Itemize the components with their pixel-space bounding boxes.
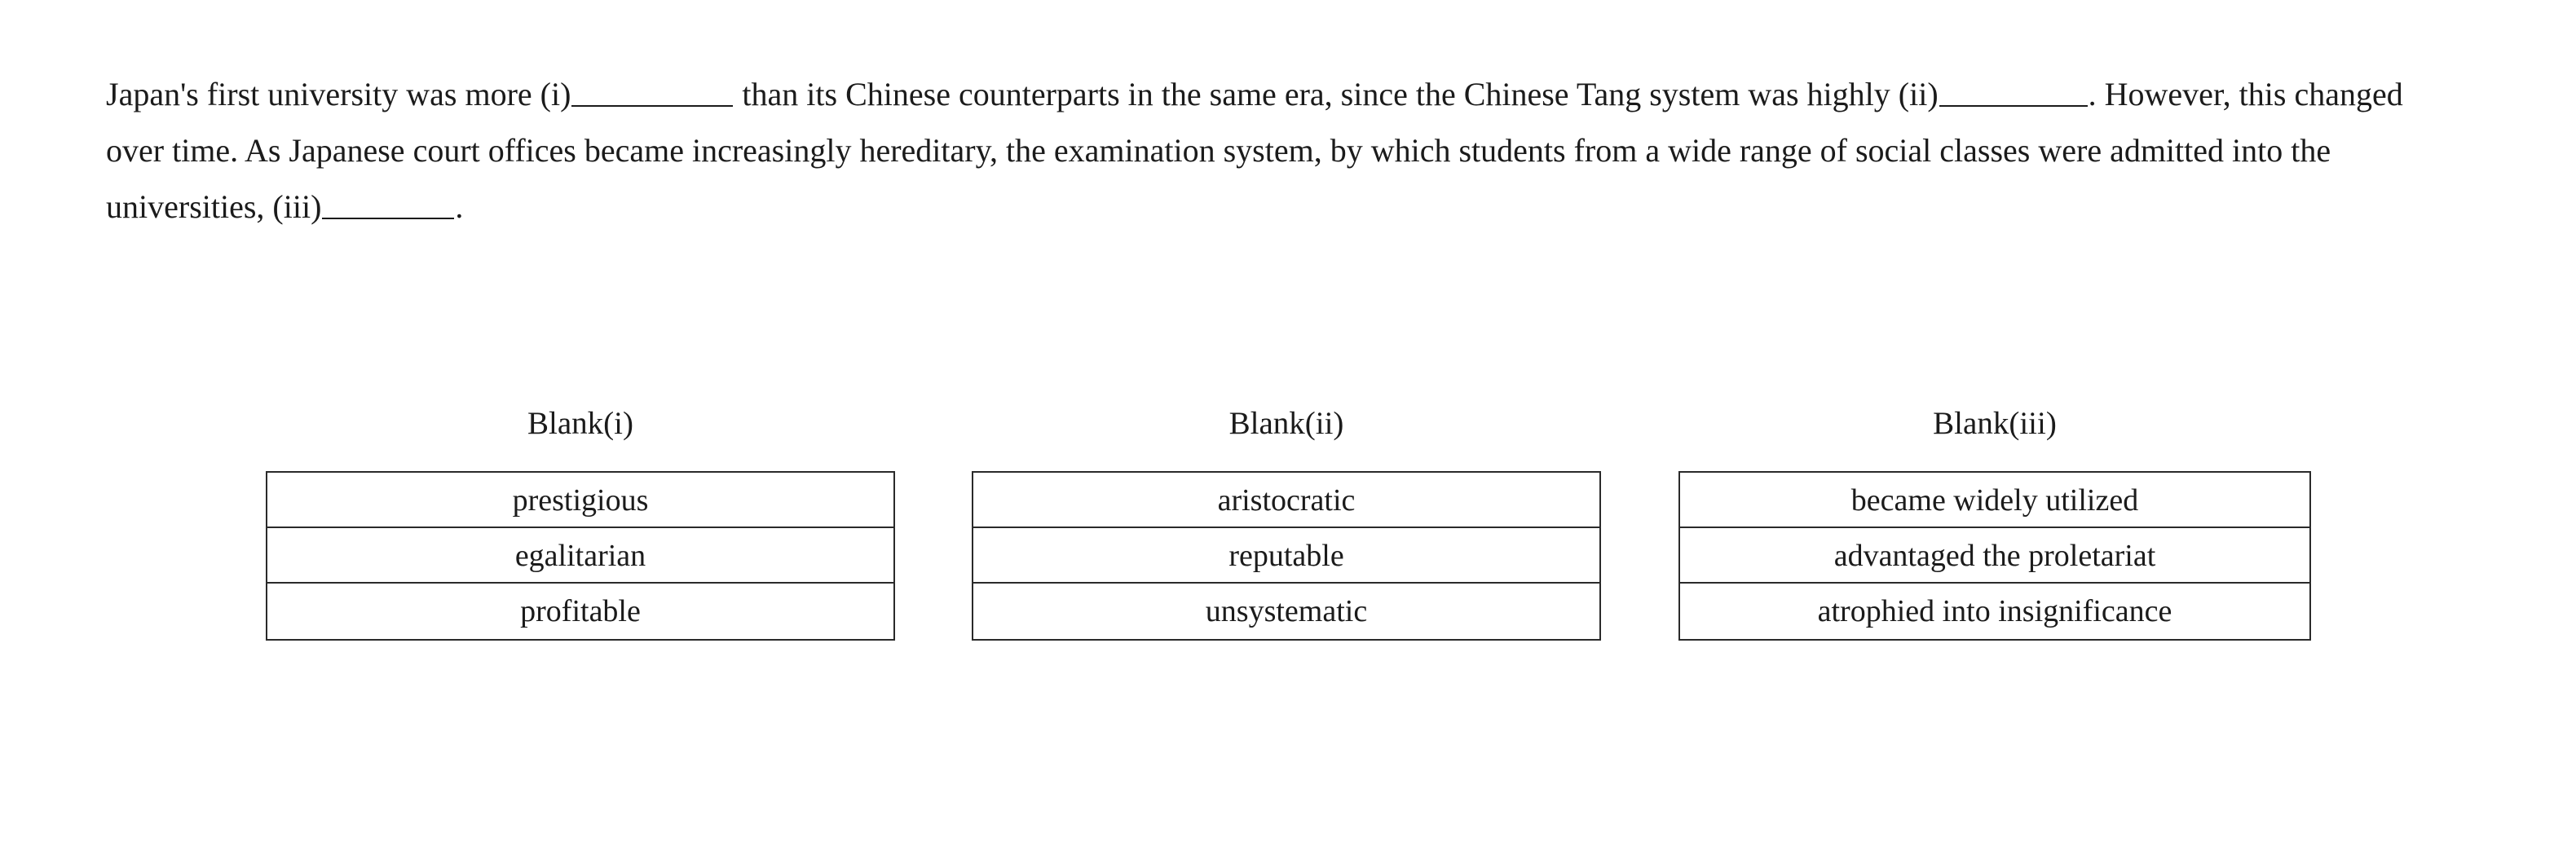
passage-segment-3: . However, this changed over time. As Japanese court offices became increasingly hereditary, the examination system, by which students from a wide range of social classes were admitted into the universities, (iii)	[106, 76, 2403, 225]
column-heading-blank-ii: Blank(ii)	[1228, 406, 1344, 441]
option-blank-iii-1[interactable]: became widely utilized	[1680, 473, 2309, 528]
blank-i-underline	[571, 74, 733, 107]
option-blank-ii-1[interactable]: aristocratic	[973, 473, 1599, 528]
passage-segment-1: Japan's first university was more (i)	[106, 76, 571, 112]
option-group-blank-i	[266, 471, 895, 641]
column-heading-blank-iii: Blank(iii)	[1933, 406, 2057, 441]
blank-ii-underline	[1939, 74, 2088, 107]
column-heading-blank-i: Blank(i)	[527, 406, 633, 441]
option-group-blank-ii	[972, 471, 1601, 641]
option-blank-ii-2[interactable]: reputable	[973, 528, 1599, 584]
option-blank-i-2[interactable]: egalitarian	[267, 528, 893, 584]
answer-choice-columns	[0, 408, 2576, 815]
option-blank-ii-3[interactable]: unsystematic	[1205, 594, 1368, 628]
option-blank-iii-2[interactable]: advantaged the proletariat	[1680, 528, 2309, 584]
blank-iii-underline	[322, 187, 454, 219]
passage-text	[106, 67, 2454, 235]
passage-segment-4: .	[455, 187, 464, 225]
option-blank-i-1[interactable]: prestigious	[267, 473, 893, 528]
option-group-blank-iii	[1678, 471, 2311, 641]
answer-column-blank-iii	[1673, 408, 2317, 641]
answer-column-blank-ii	[968, 408, 1604, 641]
option-blank-iii-3[interactable]: atrophied into insignificance	[1817, 594, 2172, 628]
answer-column-blank-i	[262, 408, 898, 641]
option-blank-i-3[interactable]: profitable	[520, 594, 641, 628]
passage-segment-2: than its Chinese counterparts in the same era, since the Chinese Tang system was highly (ii)	[734, 76, 1939, 112]
